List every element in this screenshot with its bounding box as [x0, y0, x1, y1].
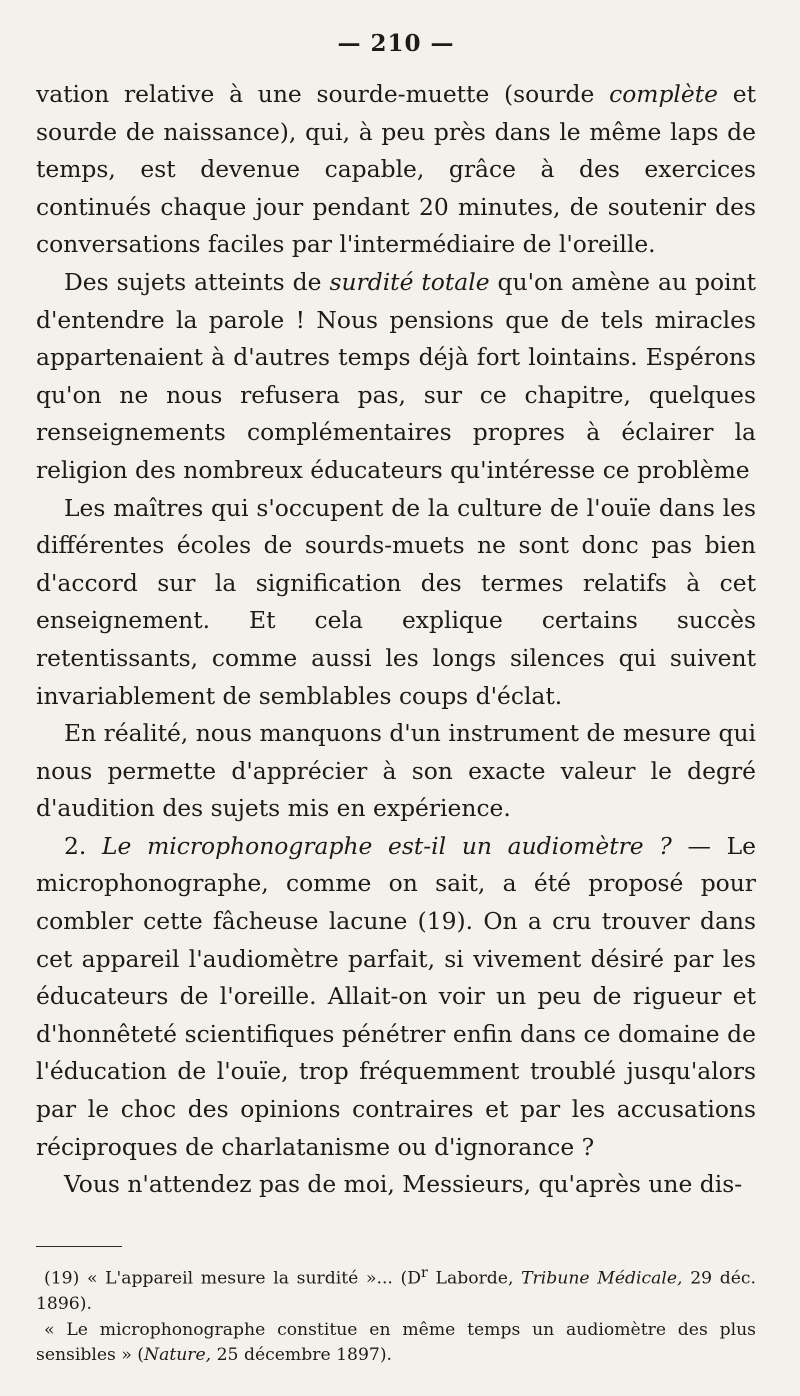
footnotes — [36, 1261, 756, 1369]
text-run: 25 décembre 1897). — [211, 1345, 392, 1366]
paragraph — [36, 76, 756, 264]
text-run: Les maîtres qui s'occupent de la culture de l'ouïe dans les différentes écoles de sourds-muets ne sont donc pas bien d'accord sur la signification des termes relatifs à cet enseignement. Et cela explique certains succès retentissants, comme aussi les longs silences qui suivent invariablement de semblables coups d'éclat. — [36, 493, 756, 710]
paragraph — [36, 490, 756, 716]
text-run: Laborde, — [427, 1268, 522, 1289]
footnote — [36, 1261, 756, 1318]
paragraph — [36, 828, 756, 1166]
italic-text: surdité totale — [329, 267, 490, 296]
italic-text: complète — [609, 80, 718, 108]
italic-text: Nature, — [144, 1345, 212, 1366]
text-run: 2. — [64, 831, 103, 860]
text-run: (19) « L'appareil mesure la surdité »... (D — [44, 1268, 422, 1289]
main-text — [36, 76, 756, 1204]
text-run: 29 déc. 1896). — [36, 1268, 756, 1315]
text-run: et sourde de naissance), qui, à peu près dans le même laps de temps, est devenue capable, grâce à des exercices continués chaque jour pendant 20 minutes, de soutenir des conversations faciles par l'intermédiaire de l'oreille. — [36, 80, 756, 259]
text-run: Vous n'attendez pas de moi, Messieurs, qu'après une dis- — [64, 1170, 743, 1199]
paragraph — [36, 715, 756, 828]
text-run: En réalité, nous manquons d'un instrument de mesure qui nous permette d'apprécier à son exacte valeur le degré d'audition des sujets mis en expérience. — [36, 719, 756, 823]
italic-text: Tribune Médicale, — [521, 1268, 683, 1289]
superscript-text: r — [421, 1264, 428, 1281]
paragraph — [36, 264, 756, 490]
text-run: « Le microphonographe constitue en même temps un audiomètre des plus sensibles » ( — [36, 1319, 756, 1366]
footnote-divider — [36, 1246, 122, 1247]
footnote — [36, 1318, 756, 1369]
paragraph — [36, 1166, 756, 1204]
text-run: — Le microphonographe, comme on sait, a été proposé pour combler cette fâcheuse lacune (19). On a cru trouver dans cet appareil l'audiomètre parfait, si vivement désiré par les éducateurs de l'oreille. Allait-on voir un peu de rigueur et d'honnêteté scientifiques pénétrer enfin dans ce domaine de l'éducation de l'ouïe, trop fréquemment troublé jusqu'alors par le choc des opinions contraires et par les accusations réciproques de charlatanisme ou d'ignorance ? — [36, 831, 756, 1161]
text-run: Des sujets atteints de — [64, 267, 330, 296]
italic-text: Le microphonographe est-il un audiomètre ? — [102, 831, 672, 860]
text-run: vation relative à une sourde-muette (sourde — [36, 80, 610, 108]
page-number: — 210 — — [337, 30, 455, 57]
text-run: qu'on amène au point d'entendre la parole ! Nous pensions que de tels miracles appartenaient à d'autres temps déjà fort lointains. Espérons qu'on ne nous refusera pas, sur ce chapitre, quelques renseignements complémentaires propres à éclairer la religion des nombreux éducateurs qu'intéresse ce problème — [36, 267, 756, 484]
